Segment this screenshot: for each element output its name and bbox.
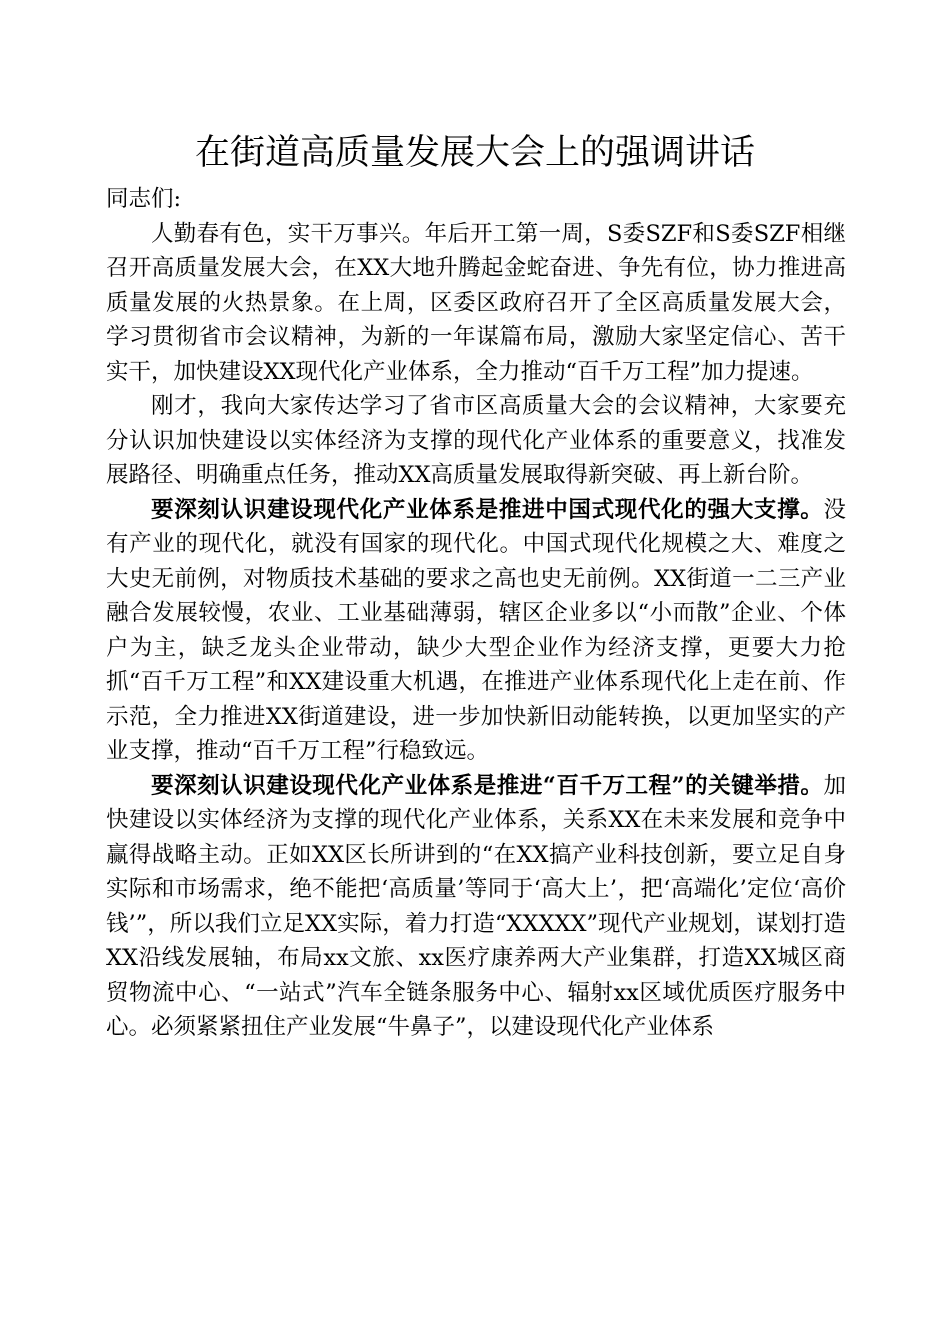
paragraph-lead: 要深刻认识建设现代化产业体系是推进“百千万工程”的关键举措。 xyxy=(151,772,824,799)
paragraph-text: 加快建设以实体经济为支撑的现代化产业体系，关系XX在未来发展和竞争中赢得战略主动。正如XX区长所讲到的“在XX搞产业科技创新，要立足自身实际和市场需求，绝不能把‘高质量’等同于‘高大上’，把‘高端化’定位‘高价钱’”，所以我们立足XX实际，着力打造“XXXXX”现代产业规划，谋划打造XX沿线发展轴，布局xx文旅、xx医疗康养两大产业集群，打造XX城区商贸物流中心、“一站式”汽车全链条服务中心、辐射xx区域优质医疗服务中心。必须紧紧扭住产业发展“牛鼻子”，以建设现代化产业体系 xyxy=(106,772,846,1040)
paragraph-lead: 要深刻认识建设现代化产业体系是推进中国式现代化的强大支撑。 xyxy=(151,496,824,523)
salutation: 同志们: xyxy=(106,186,182,212)
document-body xyxy=(106,182,846,1045)
paragraph-text: 没有产业的现代化，就没有国家的现代化。中国式现代化规模之大、难度之大史无前例，对物质技术基础的要求之高也史无前例。XX街道一二三产业融合发展较慢，农业、工业基础薄弱，辖区企业多以“小而散”企业、个体户为主，缺乏龙头企业带动，缺少大型企业作为经济支撑，更要大力抢抓“百千万工程”和XX建设重大机遇，在推进产业体系现代化上走在前、作示范，全力推进XX街道建设，进一步加快新旧动能转换，以更加坚实的产业支撑，推动“百千万工程”行稳致远。 xyxy=(106,496,846,764)
paragraph-3 xyxy=(106,493,846,769)
paragraph-1 xyxy=(106,217,846,390)
paragraph-2 xyxy=(106,389,846,493)
document-title: 在街道高质量发展大会上的强调讲话 xyxy=(194,133,755,173)
paragraph-4 xyxy=(106,769,846,1045)
paragraph-text: 人勤春有色，实干万事兴。年后开工第一周，S委SZF和S委SZF相继召开高质量发展大会，在XX大地升腾起金蛇奋进、争先有位，协力推进高质量发展的火热景象。在上周，区委区政府召开了全区高质量发展大会，学习贯彻省市会议精神，为新的一年谋篇布局，激励大家坚定信心、苦干实干，加快建设XX现代化产业体系，全力推动“百千万工程”加力提速。 xyxy=(106,220,846,385)
paragraph-text: 刚才，我向大家传达学习了省市区高质量大会的会议精神，大家要充分认识加快建设以实体经济为支撑的现代化产业体系的重要意义，找准发展路径、明确重点任务，推动XX高质量发展取得新突破、再上新台阶。 xyxy=(106,393,846,488)
